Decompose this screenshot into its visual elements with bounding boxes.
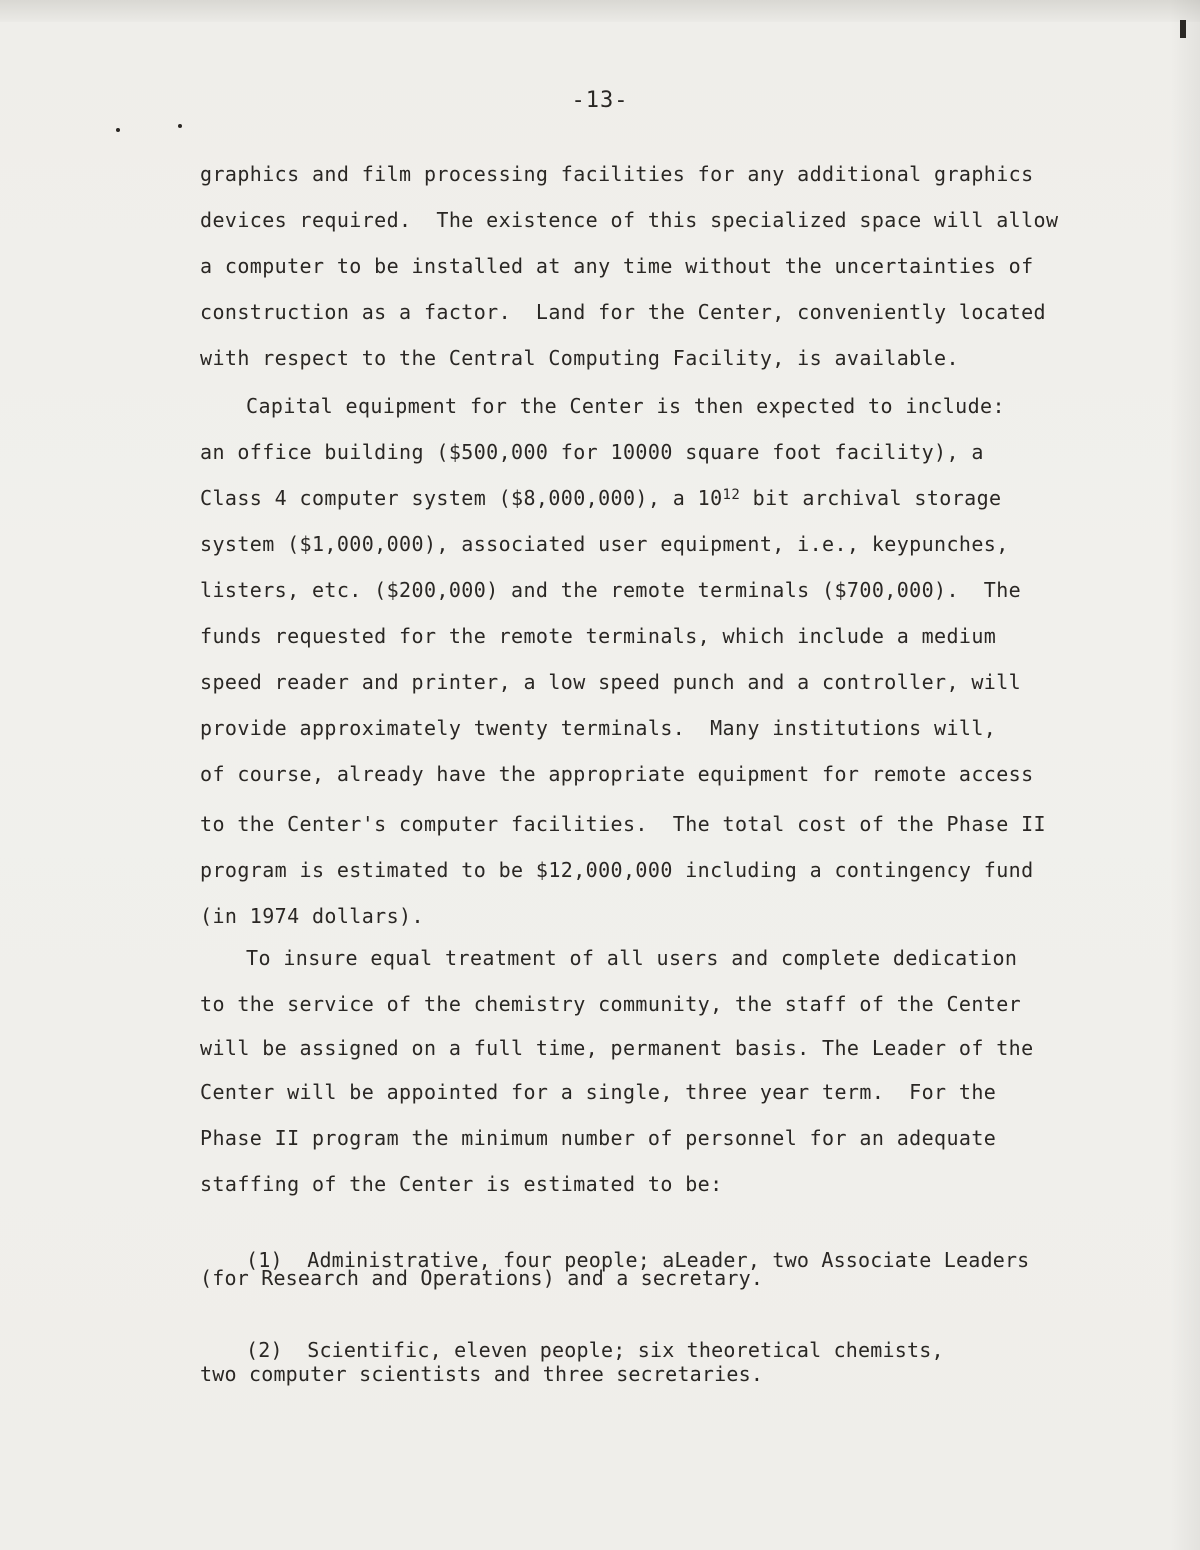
scan-right-edge [1170,0,1200,1550]
body-line: listers, etc. ($200,000) and the remote terminals ($700,000). The [200,578,1022,602]
list-item-2-line-2: two computer scientists and three secretaries. [200,1362,764,1386]
list-item-1-line-1: (1) Administrative, four people; aLeader, two Associate Leaders [246,1248,1030,1272]
body-line: Center will be appointed for a single, three year term. For the [200,1080,997,1104]
body-line: an office building ($500,000 for 10000 square foot facility), a [200,440,984,464]
body-line: staffing of the Center is estimated to be: [200,1172,723,1196]
body-line: program is estimated to be $12,000,000 including a contingency fund [200,858,1034,882]
paragraph-start-line: Capital equipment for the Center is then expected to include: [246,394,1005,418]
body-line: Phase II program the minimum number of personnel for an adequate [200,1126,997,1150]
body-line: system ($1,000,000), associated user equipment, i.e., keypunches, [200,532,1009,556]
power-tail: bit archival storage [740,486,1002,510]
scan-top-edge [0,0,1200,22]
power-base: 10 [697,486,723,510]
body-line: provide approximately twenty terminals. Many institutions will, [200,716,997,740]
body-line: of course, already have the appropriate equipment for remote access [200,762,1034,786]
body-line-with-exponent [200,486,1001,513]
page-number: -13- [571,88,629,113]
body-line-text: Class 4 computer system ($8,000,000), a [200,486,698,510]
body-line: funds requested for the remote terminals, which include a medium [200,624,997,648]
body-line: to the Center's computer facilities. The total cost of the Phase II [200,812,1046,836]
body-line: speed reader and printer, a low speed punch and a controller, will [200,670,1022,694]
body-line: devices required. The existence of this specialized space will allow [200,208,1059,232]
body-line: construction as a factor. Land for the Center, conveniently located [200,300,1046,324]
scan-speck [116,128,120,132]
list-item-2-line-1: (2) Scientific, eleven people; six theoretical chemists, [246,1338,944,1362]
body-line: will be assigned on a full time, permanent basis. The Leader of the [200,1036,1034,1060]
power-exponent: 12 [722,487,741,503]
body-line: with respect to the Central Computing Facility, is available. [200,346,959,370]
scan-speck [178,124,182,128]
list-item-1-line-2: (for Research and Operations) and a secretary. [200,1266,764,1290]
body-line: a computer to be installed at any time without the uncertainties of [200,254,1034,278]
body-line: graphics and film processing facilities for any additional graphics [200,162,1034,186]
paragraph-start-line: To insure equal treatment of all users and complete dedication [246,946,1018,970]
body-line: to the service of the chemistry community, the staff of the Center [200,992,1022,1016]
scan-corner-mark [1180,20,1186,38]
body-line: (in 1974 dollars). [200,904,424,928]
